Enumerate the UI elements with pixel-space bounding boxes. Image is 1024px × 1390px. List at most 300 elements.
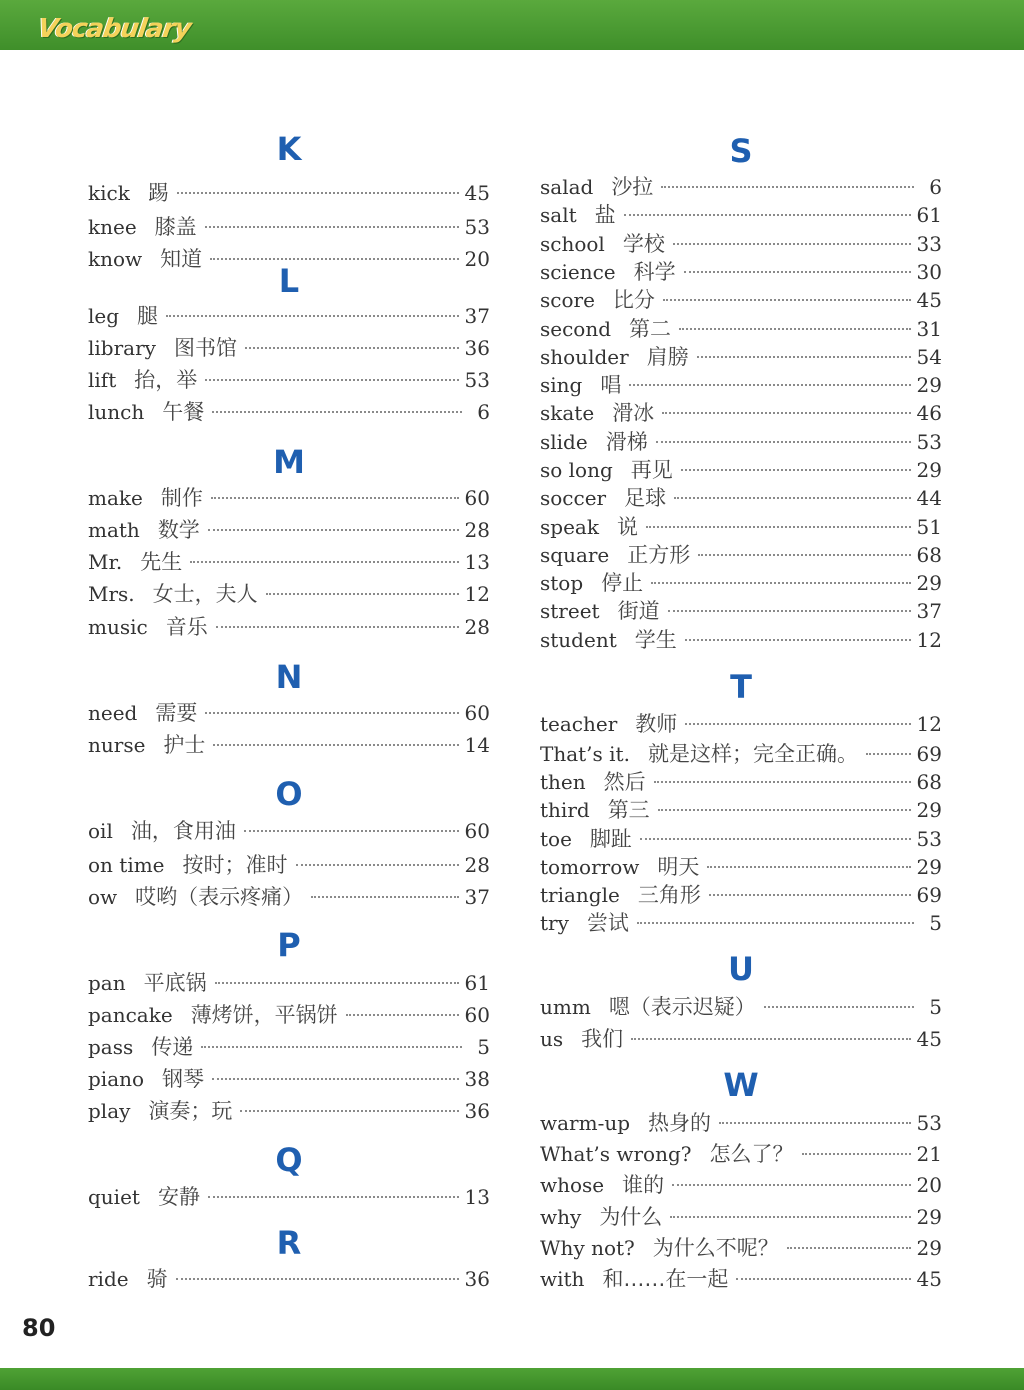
page-reference: 68	[916, 543, 942, 567]
english-word: library	[88, 336, 156, 360]
dotted-leader	[216, 626, 459, 628]
page-reference: 53	[464, 368, 490, 392]
english-word: ride	[88, 1267, 129, 1291]
dotted-leader	[670, 1216, 910, 1218]
vocab-entry	[540, 397, 942, 427]
vocab-entry	[88, 1095, 490, 1125]
english-word: science	[540, 260, 616, 284]
page-reference: 6	[477, 400, 490, 424]
english-word: Why not?	[540, 1236, 635, 1260]
chinese-meaning: 安静	[157, 1185, 200, 1209]
chinese-meaning: 滑冰	[612, 401, 655, 425]
page-reference: 46	[916, 401, 942, 425]
dotted-leader	[658, 809, 911, 811]
page-number: 80	[22, 1314, 56, 1342]
dotted-leader	[210, 258, 458, 260]
chinese-meaning: 为什么	[599, 1205, 663, 1229]
vocab-entry	[88, 1031, 490, 1061]
vocab-entry	[540, 341, 942, 371]
dotted-leader	[212, 1078, 459, 1080]
chinese-meaning: 传递	[151, 1035, 194, 1059]
page-reference: 53	[916, 827, 942, 851]
dotted-leader	[681, 469, 911, 471]
vocab-entry	[88, 611, 490, 641]
chinese-meaning: 唱	[600, 373, 622, 397]
english-word: so long	[540, 458, 613, 482]
english-word: street	[540, 599, 600, 623]
english-word: knee	[88, 215, 137, 239]
english-word: make	[88, 486, 143, 510]
dotted-leader	[684, 271, 911, 273]
page-reference: 29	[916, 571, 942, 595]
english-word: with	[540, 1267, 585, 1291]
page-reference: 36	[464, 1099, 490, 1123]
english-word: slide	[540, 430, 588, 454]
chinese-meaning: 女士，夫人	[152, 582, 258, 606]
chinese-meaning: 按时；准时	[182, 853, 288, 877]
dotted-leader	[802, 1153, 911, 1155]
dotted-leader	[662, 412, 910, 414]
vocab-entry	[540, 851, 942, 881]
english-word: score	[540, 288, 595, 312]
english-word: salt	[540, 203, 577, 227]
dotted-leader	[166, 315, 459, 317]
vocab-entry	[88, 578, 490, 608]
page-reference: 53	[916, 430, 942, 454]
chinese-meaning: 滑梯	[605, 430, 648, 454]
chinese-meaning: 骑	[146, 1267, 168, 1291]
vocab-entry	[540, 284, 942, 314]
chinese-meaning: 油，食用油	[130, 819, 236, 843]
english-word: second	[540, 317, 612, 341]
chinese-meaning: 腿	[137, 304, 159, 328]
vocab-entry	[88, 396, 490, 426]
english-word: triangle	[540, 883, 620, 907]
chinese-meaning: 膝盖	[154, 215, 197, 239]
vocab-entry	[540, 313, 942, 343]
page-reference: 60	[464, 701, 490, 725]
chinese-meaning: 先生	[140, 550, 183, 574]
dotted-leader	[208, 1196, 459, 1198]
english-word: umm	[540, 995, 591, 1019]
english-word: whose	[540, 1173, 605, 1197]
vocab-entry	[88, 177, 490, 207]
page-reference: 45	[464, 181, 490, 205]
vocab-entry	[88, 697, 490, 727]
vocab-entry	[540, 199, 942, 229]
english-word: leg	[88, 304, 120, 328]
dotted-leader	[240, 1110, 458, 1112]
page-reference: 68	[916, 770, 942, 794]
vocab-entry	[540, 1169, 942, 1199]
chinese-meaning: 平底锅	[143, 971, 207, 995]
dotted-leader	[672, 1184, 910, 1186]
chinese-meaning: 和……在一起	[602, 1267, 729, 1291]
vocab-entry	[540, 482, 942, 512]
vocab-entry	[540, 539, 942, 569]
section-letter: W	[723, 1066, 759, 1104]
vocab-entry	[88, 999, 490, 1029]
vocab-entry	[540, 1201, 942, 1231]
vocab-entry	[540, 823, 942, 853]
chinese-meaning: 正方形	[627, 543, 691, 567]
dotted-leader	[624, 214, 911, 216]
english-word: school	[540, 232, 605, 256]
english-word: square	[540, 543, 610, 567]
dotted-leader	[205, 226, 459, 228]
english-word: What’s wrong?	[540, 1142, 692, 1166]
dotted-leader	[764, 1006, 914, 1008]
page-reference: 45	[916, 1267, 942, 1291]
chinese-meaning: 钢琴	[162, 1067, 205, 1091]
page-reference: 5	[929, 995, 942, 1019]
dotted-leader	[646, 526, 911, 528]
chinese-meaning: 学生	[634, 628, 677, 652]
chinese-meaning: 图书馆	[173, 336, 237, 360]
section-letter: R	[276, 1224, 302, 1262]
vocab-entry	[540, 256, 942, 286]
vocab-entry	[88, 546, 490, 576]
page-reference: 12	[916, 712, 942, 736]
english-word: third	[540, 798, 590, 822]
chinese-meaning: 踢	[147, 181, 169, 205]
vocab-entry	[88, 1063, 490, 1093]
vocab-entry	[540, 228, 942, 258]
dotted-leader	[685, 723, 910, 725]
dotted-leader	[668, 610, 911, 612]
page-reference: 29	[916, 798, 942, 822]
page-reference: 29	[916, 1236, 942, 1260]
vocab-entry	[540, 1107, 942, 1137]
chinese-meaning: 护士	[163, 733, 206, 757]
chinese-meaning: 第二	[629, 317, 672, 341]
page-reference: 31	[916, 317, 942, 341]
vocab-entry	[540, 1138, 942, 1168]
english-word: soccer	[540, 486, 607, 510]
page-reference: 13	[464, 550, 490, 574]
page-reference: 45	[916, 288, 942, 312]
page-reference: 5	[929, 911, 942, 935]
chinese-meaning: 就是这样；完全正确。	[647, 742, 858, 766]
chinese-meaning: 然后	[603, 770, 646, 794]
page-reference: 38	[464, 1067, 490, 1091]
dotted-leader	[674, 497, 910, 499]
english-word: toe	[540, 827, 572, 851]
dotted-leader	[866, 753, 911, 755]
chinese-meaning: 为什么不呢？	[652, 1236, 779, 1260]
chinese-meaning: 我们	[581, 1027, 624, 1051]
english-word: lunch	[88, 400, 145, 424]
page-reference: 45	[916, 1027, 942, 1051]
vocabulary-logo: Vocabulary	[35, 14, 193, 44]
page-reference: 12	[464, 582, 490, 606]
section-letter: P	[277, 926, 301, 964]
vocab-entry	[540, 1263, 942, 1293]
dotted-leader	[656, 441, 911, 443]
vocab-entry	[540, 766, 942, 796]
vocab-entry	[88, 881, 490, 911]
chinese-meaning: 说	[616, 515, 638, 539]
vocab-entry	[88, 1263, 490, 1293]
chinese-meaning: 停止	[601, 571, 644, 595]
english-word: kick	[88, 181, 130, 205]
page-reference: 37	[464, 304, 490, 328]
chinese-meaning: 街道	[617, 599, 660, 623]
dotted-leader	[213, 744, 458, 746]
chinese-meaning: 三角形	[637, 883, 701, 907]
vocab-entry	[540, 794, 942, 824]
english-word: piano	[88, 1067, 145, 1091]
dotted-leader	[346, 1014, 459, 1016]
chinese-meaning: 抬，举	[134, 368, 198, 392]
page-reference: 69	[916, 742, 942, 766]
page-reference: 36	[464, 1267, 490, 1291]
header-bar	[0, 0, 1024, 50]
dotted-leader	[673, 243, 911, 245]
english-word: warm-up	[540, 1111, 631, 1135]
page-reference: 29	[916, 1205, 942, 1229]
section-letter: M	[273, 443, 305, 481]
dotted-leader	[244, 830, 459, 832]
page-reference: 33	[916, 232, 942, 256]
english-word: stop	[540, 571, 584, 595]
dotted-leader	[205, 379, 458, 381]
chinese-meaning: 数学	[157, 518, 200, 542]
vocab-entry	[540, 369, 942, 399]
chinese-meaning: 嗯（表示迟疑）	[608, 995, 756, 1019]
page-reference: 28	[464, 853, 490, 877]
english-word: Mr.	[88, 550, 123, 574]
english-word: know	[88, 247, 143, 271]
chinese-meaning: 午餐	[162, 400, 205, 424]
dotted-leader	[685, 639, 911, 641]
vocab-entry	[88, 482, 490, 512]
page-reference: 53	[916, 1111, 942, 1135]
vocab-entry	[88, 514, 490, 544]
chinese-meaning: 演奏；玩	[148, 1099, 233, 1123]
english-word: That’s it.	[540, 742, 630, 766]
page-reference: 44	[916, 486, 942, 510]
section-letter: U	[728, 950, 754, 988]
chinese-meaning: 科学	[633, 260, 676, 284]
page-reference: 5	[477, 1035, 490, 1059]
dotted-leader	[212, 411, 462, 413]
section-letter: Q	[275, 1141, 303, 1179]
english-word: Mrs.	[88, 582, 135, 606]
vocab-entry	[88, 211, 490, 241]
chinese-meaning: 比分	[612, 288, 655, 312]
english-word: shoulder	[540, 345, 629, 369]
section-letter: L	[278, 262, 300, 300]
vocab-entry	[88, 1181, 490, 1211]
english-word: quiet	[88, 1185, 140, 1209]
english-word: sing	[540, 373, 583, 397]
page-reference: 29	[916, 373, 942, 397]
section-letter: S	[729, 132, 753, 170]
dotted-leader	[663, 299, 911, 301]
dotted-leader	[707, 866, 910, 868]
dotted-leader	[177, 192, 459, 194]
vocab-entry	[540, 1023, 942, 1053]
footer-bar	[0, 1368, 1024, 1390]
vocab-entry	[540, 991, 942, 1021]
page-reference: 54	[916, 345, 942, 369]
vocab-entry	[540, 595, 942, 625]
chinese-meaning: 肩膀	[646, 345, 689, 369]
vocab-entry	[540, 171, 942, 201]
chinese-meaning: 哎哟（表示疼痛）	[135, 885, 304, 909]
english-word: lift	[88, 368, 117, 392]
page-reference: 51	[916, 515, 942, 539]
page-reference: 30	[916, 260, 942, 284]
vocab-entry	[88, 849, 490, 879]
english-word: need	[88, 701, 138, 725]
vocab-entry	[540, 567, 942, 597]
vocab-entry	[540, 426, 942, 456]
chinese-meaning: 热身的	[648, 1111, 712, 1135]
vocab-entry	[88, 815, 490, 845]
page-reference: 29	[916, 458, 942, 482]
chinese-meaning: 足球	[624, 486, 667, 510]
page-reference: 37	[464, 885, 490, 909]
chinese-meaning: 薄烤饼，平锅饼	[190, 1003, 338, 1027]
chinese-meaning: 教师	[635, 712, 678, 736]
dotted-leader	[709, 894, 911, 896]
english-word: play	[88, 1099, 131, 1123]
section-letter: K	[276, 130, 302, 168]
chinese-meaning: 脚趾	[589, 827, 632, 851]
page-reference: 36	[464, 336, 490, 360]
page-reference: 37	[916, 599, 942, 623]
vocab-entry	[88, 729, 490, 759]
vocab-entry	[540, 1232, 942, 1262]
english-word: salad	[540, 175, 594, 199]
dotted-leader	[190, 561, 458, 563]
dotted-leader	[787, 1247, 911, 1249]
vocab-entry	[540, 624, 942, 654]
chinese-meaning: 怎么了？	[709, 1142, 794, 1166]
page-reference: 60	[464, 819, 490, 843]
english-word: ow	[88, 885, 118, 909]
english-word: us	[540, 1027, 564, 1051]
page-reference: 20	[464, 247, 490, 271]
english-word: nurse	[88, 733, 146, 757]
dotted-leader	[629, 384, 910, 386]
page-reference: 60	[464, 486, 490, 510]
vocab-entry	[88, 332, 490, 362]
english-word: on time	[88, 853, 165, 877]
english-word: music	[88, 615, 148, 639]
page-reference: 28	[464, 615, 490, 639]
english-word: oil	[88, 819, 113, 843]
vocab-entry	[540, 454, 942, 484]
dotted-leader	[245, 347, 459, 349]
dotted-leader	[296, 864, 459, 866]
english-word: why	[540, 1205, 582, 1229]
english-word: pass	[88, 1035, 134, 1059]
chinese-meaning: 盐	[594, 203, 616, 227]
english-word: try	[540, 911, 569, 935]
english-word: pancake	[88, 1003, 173, 1027]
english-word: student	[540, 628, 617, 652]
dotted-leader	[266, 593, 459, 595]
dotted-leader	[651, 582, 910, 584]
dotted-leader	[176, 1278, 459, 1280]
dotted-leader	[311, 896, 458, 898]
section-letter: N	[275, 658, 303, 696]
page-reference: 53	[464, 215, 490, 239]
chinese-meaning: 学校	[622, 232, 665, 256]
english-word: then	[540, 770, 586, 794]
dotted-leader	[201, 1046, 462, 1048]
page-reference: 14	[464, 733, 490, 757]
dotted-leader	[697, 356, 911, 358]
page-reference: 6	[929, 175, 942, 199]
page-reference: 60	[464, 1003, 490, 1027]
vocab-entry	[88, 967, 490, 997]
chinese-meaning: 明天	[657, 855, 700, 879]
dotted-leader	[637, 922, 914, 924]
section-letter: T	[730, 668, 752, 706]
english-word: speak	[540, 515, 599, 539]
english-word: skate	[540, 401, 595, 425]
chinese-meaning: 沙拉	[611, 175, 654, 199]
page-reference: 28	[464, 518, 490, 542]
page-reference: 12	[916, 628, 942, 652]
page-reference: 21	[916, 1142, 942, 1166]
vocab-entry	[540, 738, 942, 768]
chinese-meaning: 制作	[160, 486, 203, 510]
dotted-leader	[631, 1038, 910, 1040]
page-reference: 61	[464, 971, 490, 995]
dotted-leader	[719, 1122, 911, 1124]
chinese-meaning: 需要	[155, 701, 198, 725]
section-letter: O	[275, 775, 303, 813]
page-reference: 13	[464, 1185, 490, 1209]
dotted-leader	[205, 712, 458, 714]
vocab-entry	[540, 879, 942, 909]
vocab-entry	[88, 364, 490, 394]
dotted-leader	[698, 554, 910, 556]
chinese-meaning: 第三	[607, 798, 650, 822]
dotted-leader	[208, 529, 459, 531]
vocab-entry	[540, 907, 942, 937]
dotted-leader	[661, 186, 914, 188]
english-word: pan	[88, 971, 126, 995]
chinese-meaning: 谁的	[622, 1173, 665, 1197]
page-reference: 61	[916, 203, 942, 227]
english-word: math	[88, 518, 140, 542]
english-word: teacher	[540, 712, 618, 736]
chinese-meaning: 尝试	[586, 911, 629, 935]
dotted-leader	[211, 497, 459, 499]
chinese-meaning: 知道	[160, 247, 203, 271]
vocab-entry	[540, 511, 942, 541]
dotted-leader	[736, 1278, 910, 1280]
dotted-leader	[215, 982, 459, 984]
vocab-entry	[88, 300, 490, 330]
page-reference: 69	[916, 883, 942, 907]
dotted-leader	[640, 838, 911, 840]
page-reference: 29	[916, 855, 942, 879]
page-reference: 20	[916, 1173, 942, 1197]
english-word: tomorrow	[540, 855, 640, 879]
chinese-meaning: 再见	[630, 458, 673, 482]
dotted-leader	[679, 328, 911, 330]
chinese-meaning: 音乐	[165, 615, 208, 639]
vocab-entry	[540, 708, 942, 738]
dotted-leader	[654, 781, 911, 783]
